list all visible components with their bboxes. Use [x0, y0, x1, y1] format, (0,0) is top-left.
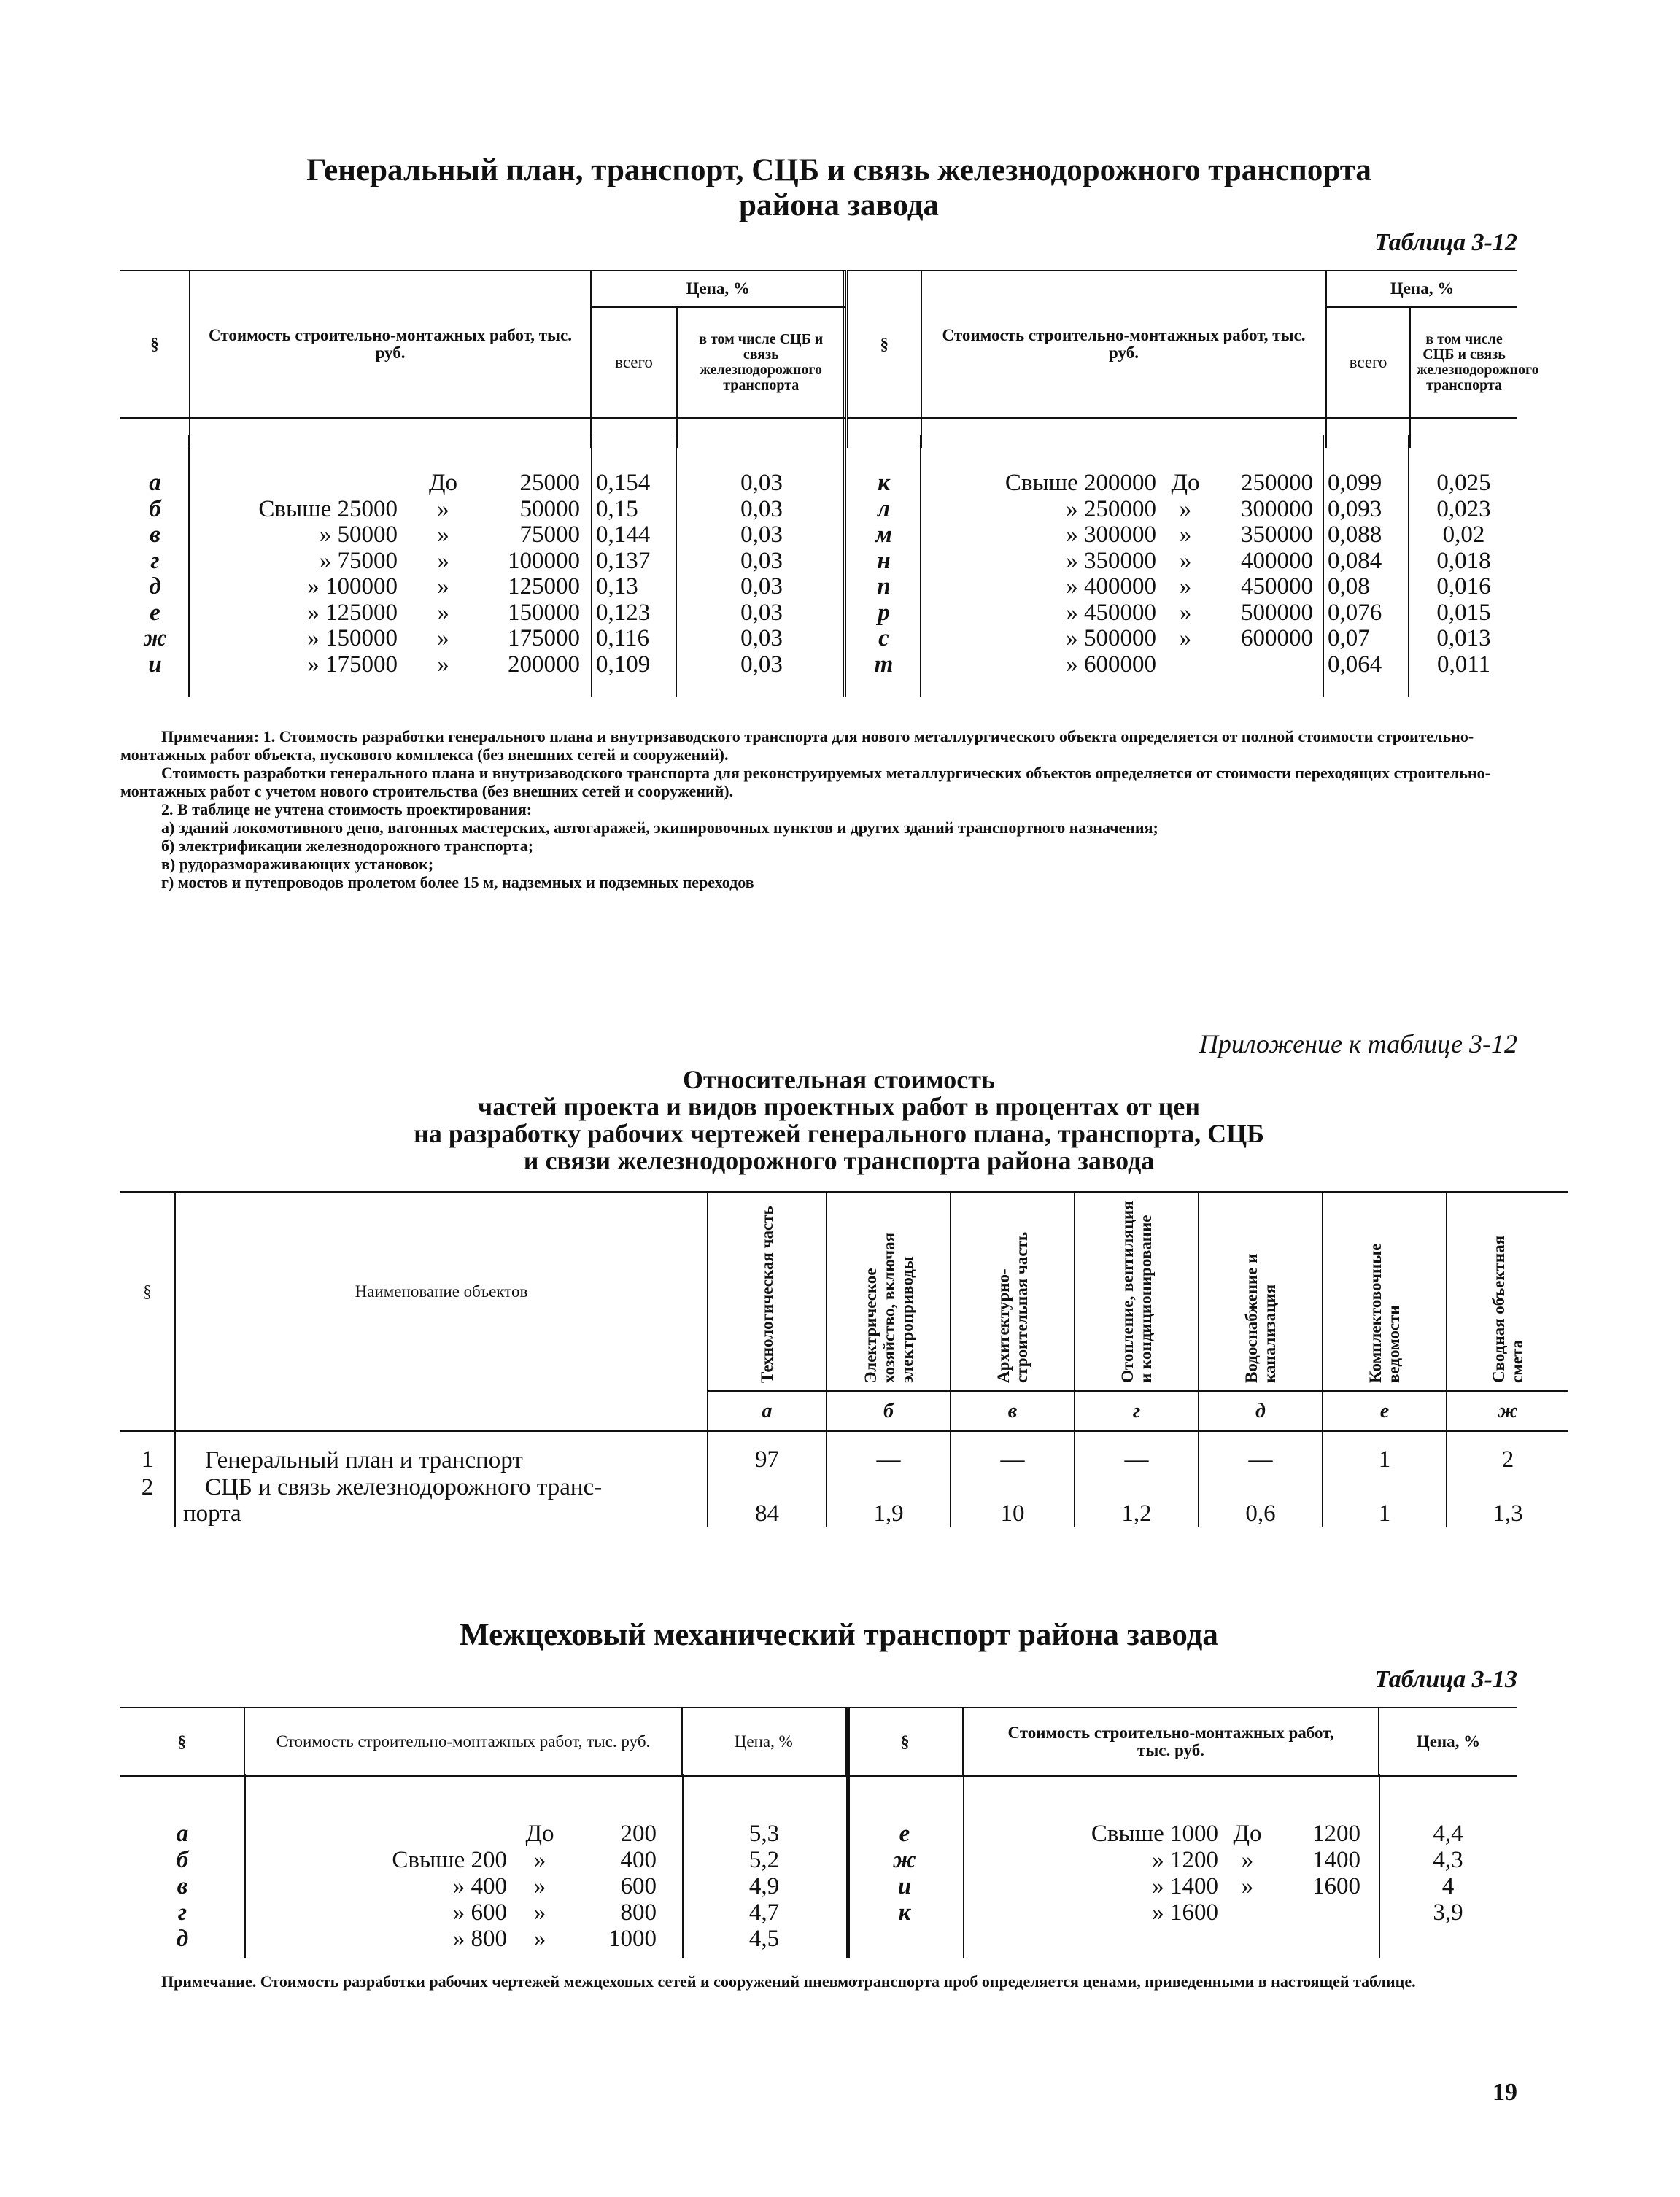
cell: 0,03	[740, 547, 783, 574]
table-3-12-row	[120, 600, 1517, 626]
cell: »	[437, 547, 449, 574]
table-3-13-row	[120, 1847, 1517, 1873]
appendix-col-d-header: Отопление, вентиляция и кондиционирование	[1075, 1192, 1199, 1391]
cell: 4,5	[748, 1926, 780, 1952]
cell: » 350000	[1066, 547, 1156, 574]
row-letter: г	[150, 547, 160, 574]
cell: 25000	[519, 470, 580, 496]
note-2: 2. В таблице не учтена стоимость проектирования:	[161, 800, 533, 818]
appendix-letter-b: б	[827, 1391, 951, 1431]
cell: »	[437, 573, 449, 600]
table-3-13	[120, 1707, 1517, 1777]
cell: 5,3	[748, 1821, 780, 1847]
cell: 0,093	[1328, 495, 1382, 522]
cell: 1000	[608, 1926, 657, 1952]
row-letter: д	[176, 1926, 189, 1952]
cell: 4,4	[1433, 1821, 1463, 1847]
title-line-2: района завода	[739, 188, 939, 222]
cell: » 500000	[1066, 625, 1156, 651]
row-letter: б	[176, 1847, 189, 1873]
cell: 0,03	[740, 522, 783, 548]
t1-incl-header-right: в том числе СЦБ и связь железнодорожного транспорта	[1417, 331, 1539, 393]
table-3-12-row	[120, 470, 1517, 496]
cell: 0,018	[1436, 547, 1491, 574]
appendix-letter-f: е	[1323, 1391, 1447, 1431]
cell: 600	[620, 1873, 657, 1899]
table-3-13-note: Примечание. Стоимость разработки рабочих чертежей межцеховых сетей и сооружений пневмотранспорта проб определяется ценами, приведенными в настоящей таблице.	[161, 1972, 1416, 1991]
row-letter: р	[878, 599, 890, 626]
note-2c: в) рудоразмораживающих установок;	[161, 855, 434, 873]
cell: 0,02	[1442, 522, 1485, 548]
cell: 0,03	[740, 651, 783, 678]
cell: »	[1179, 599, 1192, 626]
cell: 500000	[1241, 599, 1313, 626]
cell: 0,123	[596, 599, 651, 626]
appendix-title-3: на разработку рабочих чертежей генерального плана, транспорта, СЦБ	[414, 1119, 1264, 1148]
cell: 50000	[519, 495, 580, 522]
row-letter: ж	[143, 625, 167, 651]
cell: » 50000	[319, 522, 398, 548]
cell: 0,109	[596, 651, 651, 678]
cell: 0,011	[1436, 651, 1491, 678]
cell: 800	[620, 1899, 657, 1926]
cell: 75000	[519, 522, 580, 548]
cell: »	[437, 625, 449, 651]
cell: »	[1179, 495, 1192, 522]
cell: Свыше 25000	[258, 495, 398, 522]
t2-para-header-right: §	[846, 1708, 963, 1776]
appendix-title	[292, 1066, 1386, 1174]
row-letter: д	[149, 573, 161, 600]
table-3-12-row	[120, 522, 1517, 548]
cell: »	[1179, 625, 1192, 651]
cell: 0,03	[740, 599, 783, 626]
cell: 400	[620, 1847, 657, 1873]
cell: 0,08	[1328, 573, 1370, 600]
cell: До	[525, 1821, 554, 1847]
cell: 1600	[1312, 1873, 1360, 1899]
cell: 0,13	[596, 573, 638, 600]
t2-para-header-left: §	[120, 1708, 244, 1776]
cell: До	[1233, 1821, 1262, 1847]
cell: 0,013	[1436, 625, 1491, 651]
table-3-13-row	[120, 1873, 1517, 1899]
cell: 0,016	[1436, 573, 1491, 600]
row-letter: м	[875, 522, 892, 548]
cell: » 1400	[1152, 1873, 1218, 1899]
row-letter: а	[149, 470, 161, 496]
row-letter: т	[874, 651, 894, 678]
table-3-12-title	[146, 153, 1532, 223]
appendix-name-header: Наименование объектов	[175, 1192, 708, 1391]
note-1b: Стоимость разработки генерального плана и внутризаводского транспорта для реконструируемых металлургических объектов определяется от стоимости переходящих строительно-монтажных работ с учетом нового строительства (без внешних сетей и сооружений).	[120, 764, 1490, 800]
cell: » 250000	[1066, 495, 1156, 522]
appendix-table	[120, 1191, 1568, 1527]
appendix-title-2: частей проекта и видов проектных работ в процентах от цен	[477, 1092, 1201, 1121]
row-letter: к	[878, 470, 890, 496]
table-3-13-title: Межцеховый механический транспорт района завода	[460, 1618, 1218, 1652]
cell: » 300000	[1066, 522, 1156, 548]
table-3-13-label: Таблица 3-13	[1374, 1666, 1517, 1693]
cell: » 600	[452, 1899, 507, 1926]
row-letter: е	[899, 1821, 910, 1847]
t1-price-header-left: Цена, %	[591, 271, 846, 307]
cell: 100000	[508, 547, 580, 574]
t2-cost-header-left: Стоимость строительно-монтажных работ, тыс. руб.	[244, 1708, 682, 1776]
cell: 0,025	[1436, 470, 1491, 496]
appendix-col-f-header: Комплектовочные ведомости	[1323, 1192, 1447, 1391]
cell: » 800	[452, 1926, 507, 1952]
row-letter: б	[149, 495, 161, 522]
cell: » 1600	[1152, 1899, 1218, 1926]
cell: 4	[1441, 1873, 1455, 1899]
row-letter: в	[177, 1873, 188, 1899]
appendix-label: Приложение к таблице 3-12	[1199, 1029, 1517, 1058]
cell: 1200	[1312, 1821, 1360, 1847]
appendix-title-1: Относительная стоимость	[683, 1065, 995, 1094]
cell: 0,07	[1328, 625, 1370, 651]
row-letter: и	[897, 1873, 912, 1899]
cell: » 600000	[1066, 651, 1156, 678]
cell: 0,099	[1328, 470, 1382, 496]
row-letter: ж	[893, 1847, 916, 1873]
cell: 400000	[1241, 547, 1313, 574]
row-letter: г	[177, 1899, 187, 1926]
table-3-12-notes	[120, 727, 1517, 891]
cell: » 125000	[307, 599, 398, 626]
appendix-col-b-header: Электрическое хозяйство, включая электроприводы	[827, 1192, 951, 1391]
note-2d: г) мостов и путепроводов пролетом более 15 м, надземных и подземных переходов	[161, 873, 754, 891]
table-3-12-row	[120, 573, 1517, 600]
cell: 0,088	[1328, 522, 1382, 548]
note-2a: а) зданий локомотивного депо, вагонных мастерских, автогаражей, экипировочных пунктов и других зданий транспортного назначения;	[161, 818, 1158, 837]
t1-cost-header-left: Стоимость строительно-монтажных работ, тыс. руб.	[190, 271, 591, 418]
t2-cost-header-right: Стоимость строительно-монтажных работ, тыс. руб.	[963, 1708, 1379, 1776]
table-3-12	[120, 270, 1539, 448]
cell: 0,116	[596, 625, 650, 651]
appendix-letter-e: д	[1199, 1391, 1323, 1431]
cell: 0,03	[740, 470, 783, 496]
cell: Свыше 200	[392, 1847, 507, 1873]
cell: 0,144	[596, 522, 651, 548]
cell: Свыше 200000	[1004, 470, 1156, 496]
cell: 5,2	[748, 1847, 780, 1873]
cell: »	[1241, 1847, 1254, 1873]
appendix-col-a-header: Технологическая часть	[708, 1192, 827, 1391]
cell: »	[1179, 547, 1192, 574]
cell: »	[437, 651, 449, 678]
cell: 0,023	[1436, 495, 1491, 522]
cell: 200	[620, 1821, 657, 1847]
table-3-13-row	[120, 1821, 1517, 1847]
cell: »	[437, 522, 449, 548]
row-letter: с	[878, 625, 889, 651]
appendix-col-c-header: Архитектурно-строительная часть	[951, 1192, 1075, 1391]
appendix-para-header: §	[120, 1192, 175, 1391]
appendix-col-g-header: Сводная объектная смета	[1447, 1192, 1568, 1391]
appendix-row-2: 2 СЦБ и связь железнодорожного транс- порта 84 1,9 10 1,2 0,6 1 1,3	[120, 1473, 1568, 1527]
cell: 0,154	[596, 470, 651, 496]
cell: 600000	[1241, 625, 1313, 651]
cell: »	[1179, 522, 1192, 548]
cell: 150000	[508, 599, 580, 626]
row-letter: п	[877, 573, 891, 600]
appendix-letter-c: в	[951, 1391, 1075, 1431]
cell: » 400	[452, 1873, 507, 1899]
cell: 0,064	[1328, 651, 1382, 678]
t1-total-header-right: всего	[1326, 307, 1410, 418]
appendix-title-4: и связи железнодорожного транспорта района завода	[523, 1146, 1155, 1175]
table-3-12-row	[120, 496, 1517, 522]
cell: 0,084	[1328, 547, 1382, 574]
cell: »	[437, 599, 449, 626]
cell: 0,03	[740, 625, 783, 651]
note-1: Примечания: 1. Стоимость разработки генерального плана и внутризаводского транспорта для нового металлургического объекта определяется от полной стоимости строительно-монтажных работ объекта, пускового комплекса (без внешних сетей и сооружений).	[120, 727, 1474, 764]
cell: » 175000	[307, 651, 398, 678]
row-letter: н	[877, 547, 891, 574]
cell: 4,7	[748, 1899, 780, 1926]
appendix-col-e-header: Водоснабжение и канализация	[1199, 1192, 1323, 1391]
cell: 250000	[1241, 470, 1313, 496]
row-letter: и	[148, 651, 162, 678]
t1-para-header-left: §	[120, 271, 190, 418]
cell: »	[533, 1847, 546, 1873]
row-letter: в	[150, 522, 160, 548]
appendix-row-1: 1 Генеральный план и транспорт 97 — — — — 1 2	[120, 1431, 1568, 1473]
t1-price-header-right: Цена, %	[1326, 271, 1517, 307]
cell: » 150000	[307, 625, 398, 651]
cell: 125000	[508, 573, 580, 600]
cell: 300000	[1241, 495, 1313, 522]
cell: »	[1179, 573, 1192, 600]
cell: »	[533, 1899, 546, 1926]
t2-price-header-right: Цена, %	[1416, 1732, 1481, 1751]
cell: До	[1171, 470, 1200, 496]
cell: » 75000	[319, 547, 398, 574]
appendix-letter-g: ж	[1498, 1399, 1518, 1422]
cell: »	[1241, 1873, 1254, 1899]
t1-total-header-left: всего	[591, 307, 677, 418]
cell: »	[437, 495, 449, 522]
cell: 350000	[1241, 522, 1313, 548]
table-3-13-row	[120, 1899, 1517, 1926]
appendix-letter-a: а	[708, 1391, 827, 1431]
table-3-12-row	[120, 625, 1517, 651]
cell: 3,9	[1433, 1899, 1463, 1926]
cell: 0,076	[1328, 599, 1382, 626]
table-3-12-row	[120, 548, 1517, 574]
t1-incl-header-left: в том числе СЦБ и связь железнодорожного транспорта	[677, 307, 846, 418]
cell: 1400	[1312, 1847, 1360, 1873]
t2-price-header-left: Цена, %	[682, 1708, 846, 1776]
table-3-13-row	[120, 1926, 1517, 1952]
cell: 0,015	[1436, 599, 1491, 626]
row-letter: е	[150, 599, 160, 626]
row-letter: к	[898, 1899, 911, 1926]
cell: » 450000	[1066, 599, 1156, 626]
cell: » 1200	[1152, 1847, 1218, 1873]
page-number: 19	[1493, 2079, 1517, 2106]
cell: 4,9	[748, 1873, 780, 1899]
cell: 450000	[1241, 573, 1313, 600]
row-letter: л	[878, 495, 890, 522]
t1-para-header-right: §	[846, 271, 921, 418]
note-2b: б) электрификации железнодорожного транспорта;	[161, 837, 534, 855]
cell: 0,15	[596, 495, 638, 522]
table-3-12-row	[120, 651, 1517, 678]
table-3-12-label: Таблица 3-12	[1374, 229, 1517, 256]
cell: До	[428, 470, 457, 496]
cell: 175000	[508, 625, 580, 651]
cell: 0,137	[596, 547, 651, 574]
cell: 200000	[508, 651, 580, 678]
appendix-letter-d: г	[1075, 1391, 1199, 1431]
t1-cost-header-right: Стоимость строительно-монтажных работ, тыс. руб.	[921, 271, 1326, 418]
cell: 0,03	[740, 573, 783, 600]
cell: »	[533, 1926, 546, 1952]
cell: 4,3	[1433, 1847, 1463, 1873]
cell: »	[533, 1873, 546, 1899]
cell: Свыше 1000	[1091, 1821, 1218, 1847]
row-letter: а	[176, 1821, 189, 1847]
cell: » 100000	[307, 573, 398, 600]
cell: » 400000	[1066, 573, 1156, 600]
title-line-1: Генеральный план, транспорт, СЦБ и связь железнодорожного транспорта	[306, 153, 1371, 187]
cell: 0,03	[740, 495, 783, 522]
